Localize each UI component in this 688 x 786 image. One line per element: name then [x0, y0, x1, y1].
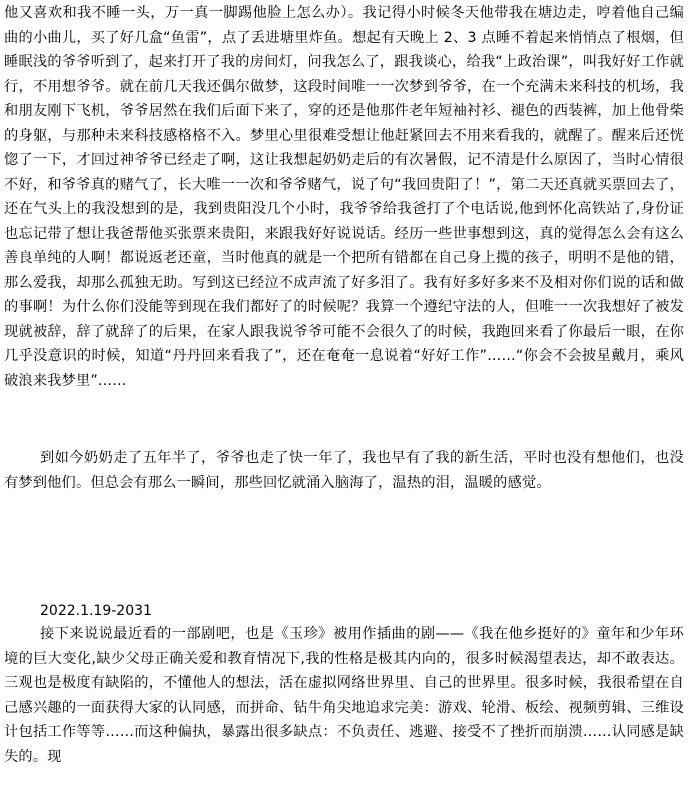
paragraph-memories-of-grandpa: 他又喜欢和我不睡一头，万一真一脚踢他脸上怎么办）。我记得小时候冬天他带我在塘边走，哼着他自己编曲的小曲儿，买了好几盒“鱼雷”，点了丢进塘里炸鱼。想起有天晚上 2、3 点睡不着起来悄悄点了根烟，但睡眠浅的爷爷听到了，起来打开了我的房间灯，问我怎么了，跟我谈心，给我“上政治课”，叫我好好工作就行，不用想爷爷。就在前几天我还偶尔做梦，这段时间唯一一次梦到爷爷，在一个充满未来科技的机场，我和朋友刚下飞机，爷爷居然在我们后面下来了，穿的还是他那件老年短袖衬衫、褪色的西装裤，加上他骨柴的身躯，与那种未来科技感格格不入。梦里心里很难受想让他赶紧回去不用来看我的，就醒了。醒来后还恍惚了一下，才回过神爷爷已经走了啊，这让我想起奶奶走后的有次暑假，记不清是什么原因了，当时心情很不好，和爷爷真的赌气了，长大唯一一次和爷爷赌气，说了句“我回贵阳了！”，第二天还真就买票回去了，还在气头上的我没想到的是，我到贵阳没几个小时，我爷爷给我爸打了个电话说,他到怀化高铁站了,身份证也忘记带了想让我爸帮他买张票来贵阳，来跟我好好说说话。经历一些世事想到这，真的觉得怎么会有这么善良单纯的人啊！都说返老还童，当时他真的就是一个把所有错都在自己身上揽的孩子，明明不是他的错，那么爱我，却那么孤独无助。写到这已经泣不成声流了好多泪了。我有好多好多来不及相对你们说的话和做的事啊！为什么你们没能等到现在我们都好了的时候呢？我算一个遵纪守法的人，但唯一一次我想好了被发现就被辞，辞了就辞了的后果，在家人跟我说爷爷可能不会很久了的时候，我跑回来看了你最后一眼，在你几乎没意识的时候，知道“丹丹回来看我了”，还在奄奄一息说着“好好工作”……“你会不会披星戴月，乘风破浪来我梦里”…… — [4, 5, 684, 389]
date-heading: 2022.1.19-2031 — [40, 603, 152, 619]
paragraph-tv-drama: 接下来说说最近看的一部剧吧，也是《玉珍》被用作插曲的剧——《我在他乡挺好的》童年和少年环境的巨大变化,缺少父母正确关爱和教育情况下,我的性格是极其内向的，很多时候渴望表达，却不敢表达。三观也是极度有缺陷的，不懂他人的想法，活在虚拟网络世界里、自己的世界里。很多时候，我很希望在自己感兴趣的一面获得大家的认同感，而拼命、钻牛角尖地追求完美：游戏、轮滑、板绘、视频剪辑、三维设计包括工作等等……而这种偏执，暴露出很多缺点：不负责任、逃避、接受不了挫折而崩溃……认同感是缺失的。现 — [4, 626, 684, 765]
paragraph-now: 到如今奶奶走了五年半了，爷爷也走了快一年了，我也早有了我的新生活，平时也没有想他们，也没有梦到他们。但总会有那么一瞬间，那些回忆就涌入脑海了，温热的泪，温暖的感觉。 — [4, 450, 684, 491]
